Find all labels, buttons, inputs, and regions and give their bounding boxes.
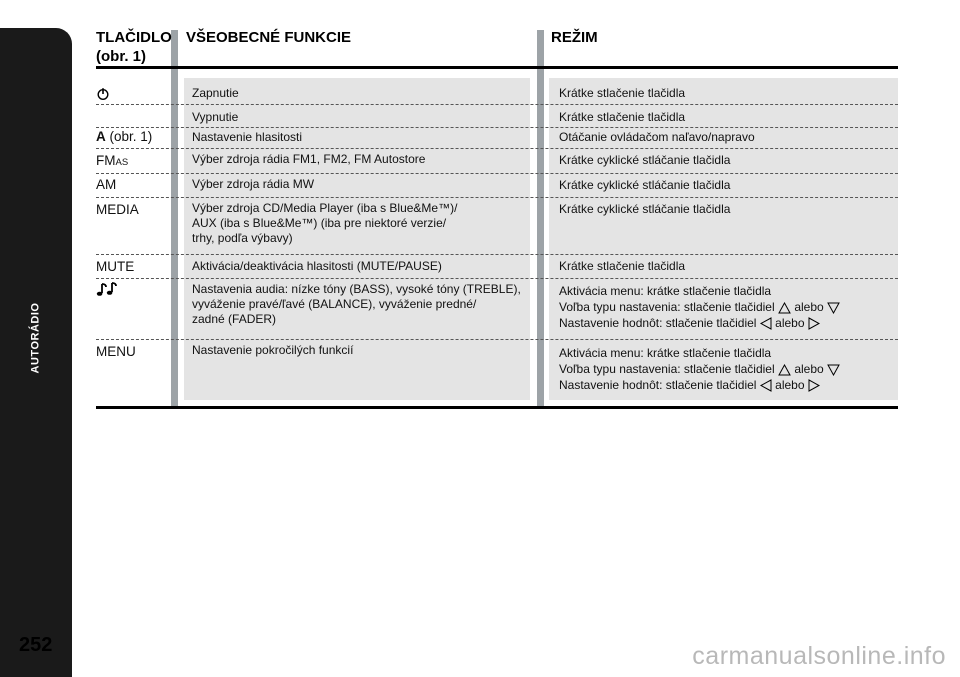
function-cell: Výber zdroja rádia FM1, FM2, FM Autostore (192, 152, 426, 166)
down-triangle-icon (827, 364, 840, 376)
column-divider-2 (537, 30, 544, 406)
header-button: TLAČIDLO (obr. 1) (96, 29, 172, 65)
function-cell: Nastavenie hlasitosti (192, 130, 303, 144)
table-row-media: MEDIA (96, 202, 139, 217)
row-separator (96, 173, 898, 174)
table-top-rule (96, 66, 898, 69)
row-separator (96, 148, 898, 149)
column-divider-1 (171, 30, 178, 406)
function-cell: Vypnutie (192, 110, 239, 124)
function-cell: Výber zdroja CD/Media Player (iba s Blue&Me™)/ AUX (iba s Blue&Me™) (iba pre niektoré verzie/ trhy, podľa výbavy) (192, 201, 458, 245)
watermark: carmanualsonline.info (692, 642, 946, 670)
function-cell: Zapnutie (192, 86, 239, 100)
function-cell: Nastavenie pokročilých funkcií (192, 343, 354, 357)
button-label-sub: AS (115, 157, 129, 168)
header-functions: VŠEOBECNÉ FUNKCIE (186, 29, 352, 46)
mode-cell: Krátke cyklické stláčanie tlačidla (559, 153, 731, 167)
row-separator (96, 197, 898, 198)
mode-cell: Krátke cyklické stláčanie tlačidla (559, 178, 731, 192)
mode-cell: Krátke cyklické stláčanie tlačidla (559, 202, 731, 216)
function-cell: Aktivácia/deaktivácia hlasitosti (MUTE/PAUSE) (192, 259, 442, 273)
table-row-mute: MUTE (96, 259, 135, 274)
row-separator (96, 278, 898, 279)
right-triangle-icon (808, 317, 820, 330)
down-triangle-icon (827, 302, 840, 314)
mode-cell: Krátke stlačenie tlačidla (559, 110, 686, 124)
function-cell: Výber zdroja rádia MW (192, 177, 315, 191)
mode-cell: Krátke stlačenie tlačidla (559, 259, 686, 273)
up-triangle-icon (778, 364, 791, 376)
chapter-tab (0, 28, 72, 677)
page-number: 252 (19, 634, 53, 656)
mode-cell: Aktivácia menu: krátke stlačenie tlačidla Voľba typu nastavenia: stlačenie tlačidiel alebo Nastavenie hodnôt: stlačenie tlačidiel alebo (559, 283, 840, 331)
row-separator (96, 339, 898, 340)
row-separator (96, 127, 898, 128)
button-label: FM (96, 153, 116, 168)
row-separator (96, 254, 898, 255)
button-label-bold: A (96, 129, 106, 144)
table-row-fmas (96, 153, 128, 171)
right-triangle-icon (808, 379, 820, 392)
table-row-power (96, 86, 110, 102)
mode-cell: Aktivácia menu: krátke stlačenie tlačidla Voľba typu nastavenia: stlačenie tlačidiel alebo Nastavenie hodnôt: stlačenie tlačidiel alebo (559, 345, 840, 393)
table-bottom-rule (96, 406, 898, 409)
header-mode: REŽIM (551, 29, 598, 46)
table-row-am: AM (96, 177, 117, 192)
mode-cell: Krátke stlačenie tlačidla (559, 86, 686, 100)
power-icon (96, 87, 110, 101)
left-triangle-icon (760, 317, 772, 330)
function-cell: Nastavenia audia: nízke tóny (BASS), vysoké tóny (TREBLE), vyváženie pravé/ľavé (BALANCE), vyváženie predné/ zadné (FADER) (192, 282, 521, 326)
left-triangle-icon (760, 379, 772, 392)
chapter-tab-label: AUTORÁDIO (29, 302, 42, 374)
table-row-a (96, 129, 152, 145)
mode-cell: Otáčanie ovládačom naľavo/napravo (559, 130, 755, 144)
row-separator (96, 104, 898, 105)
table-row-menu: MENU (96, 344, 136, 359)
music-note-icon (96, 282, 118, 298)
button-label: (obr. 1) (109, 129, 153, 144)
table-row-audio (96, 282, 118, 298)
up-triangle-icon (778, 302, 791, 314)
